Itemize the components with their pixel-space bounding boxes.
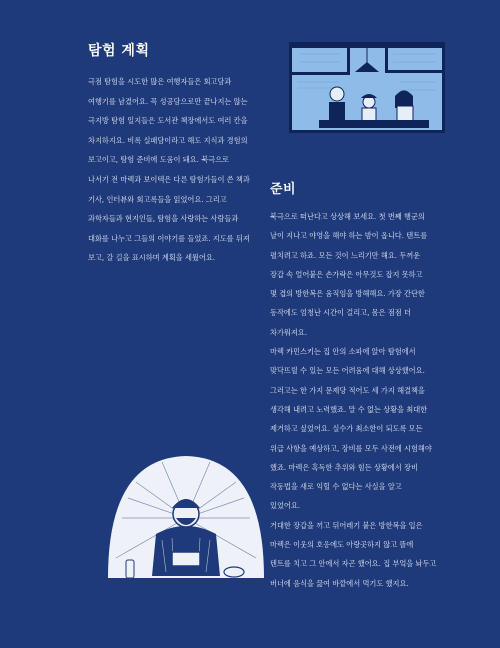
prep-line: 있었어요.	[270, 501, 301, 511]
prep-line: 위급 사항을 예상하고, 장비를 모두 사전에 시험해야	[270, 443, 432, 453]
prep-line: 버너에 음식을 끓여 바깥에서 먹기도 했지요.	[270, 578, 409, 588]
plan-line: 보고이고, 탐험 준비에 도움이 돼요. 북극으로	[88, 155, 229, 165]
plan-line: 여행기를 남겼어요. 꼭 성공담으로만 끝나지는 않는	[88, 96, 248, 106]
prep-line: 북극으로 떠난다고 상상해 보세요. 첫 번째 행군의	[270, 212, 425, 221]
prep-line: 텐트를 치고 그 안에서 자곤 했어요. 집 부엌을 놔두고	[270, 559, 437, 569]
plan-line: 극지방 탐험 일지들은 도서관 책장에서도 여러 칸을	[88, 116, 248, 126]
prep-line: 작동법을 새로 익힐 수 없다는 사실을 알고	[270, 482, 402, 492]
plan-line: 나서기 전 마렉과 보이텍은 다른 탐험가들이 쓴 책과	[88, 174, 250, 184]
prep-line: 마렉 카민스키는 집 안의 소파에 앉아 탐험에서	[270, 347, 416, 357]
prep-line: 맞닥뜨릴 수 있는 모든 어려움에 대해 상상했어요.	[270, 366, 425, 376]
preparation-text-column	[270, 207, 465, 593]
prep-line: 제거하고 싶었어요. 실수가 최소한이 되도록 모든	[270, 424, 423, 434]
prep-line: 몇 겹의 방한복은 움직임을 방해해요. 가장 간단한	[270, 289, 425, 299]
prep-line: 그러고는 한 가지 문제당 적어도 세 가지 해결책을	[270, 385, 425, 395]
plan-text-column	[88, 72, 266, 268]
plan-line: 극점 탐험을 시도한 많은 여행자들은 회고담과	[88, 77, 232, 86]
plan-line: 기사, 인터뷰와 회고록들을 읽었어요. 그리고	[88, 194, 227, 204]
section-title-plan: 탐험 계획	[88, 43, 150, 59]
plan-line: 과학자들과 현지인들, 탐험을 사랑하는 사람들과	[88, 214, 239, 224]
prep-line: 생각해 내려고 노력했죠. 말 수 없는 상황을 최대한	[270, 404, 428, 414]
prep-line: 동작에도 엄청난 시간이 걸리고, 몸은 점점 더	[270, 308, 411, 318]
prep-line: 마렉은 이웃의 호응에도 아랑곳하지 않고 뜰에	[270, 540, 414, 550]
prep-line: 거대한 장갑을 끼고 뒤어레기 붙은 방한복을 입은	[270, 520, 423, 530]
explorer-in-igloo-icon	[102, 448, 270, 588]
prep-line: 날이 지나고 야영을 해야 하는 밤이 옵니다. 텐트를	[270, 231, 428, 241]
plan-line: 대화를 나누고 그들의 이야기를 들었죠. 지도를 뒤져	[88, 233, 250, 243]
section-title-preparation: 준비	[270, 182, 297, 197]
plan-line: 보고, 갈 길을 표시하며 계획을 세웠어요.	[88, 253, 216, 263]
prep-line: 차가워져요.	[270, 327, 308, 337]
prep-line: 했죠. 마렉은 혹독한 추위와 힘든 상황에서 장비	[270, 462, 418, 472]
prep-line: 장갑 속 얼어붙은 손가락은 아무것도 잡지 못하고	[270, 269, 423, 279]
prep-line: 펼치려고 하죠. 모든 것이 느리기만 해요. 두꺼운	[270, 250, 421, 260]
plan-line: 차지하지요. 비록 실패담이라고 해도 지식과 경험의	[88, 135, 248, 145]
family-at-window-icon	[289, 42, 445, 133]
